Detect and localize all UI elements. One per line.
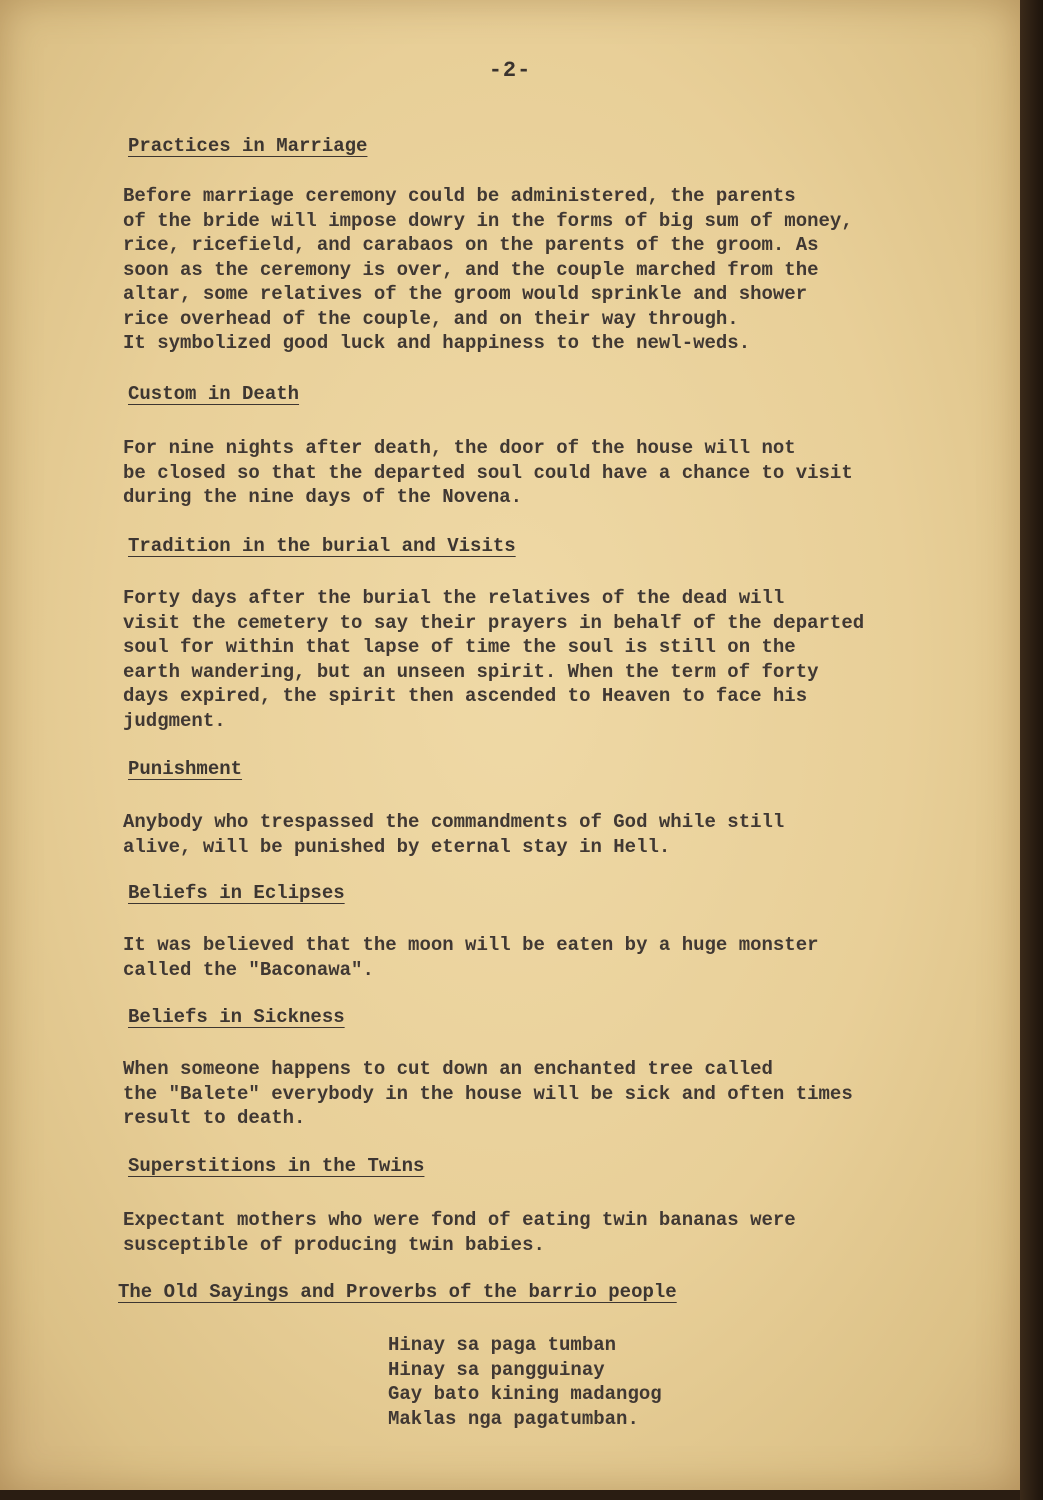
paragraph-practices-in-marriage: Before marriage ceremony could be administered, the parents of the bride will impose dowry in the forms of big sum of money, rice, ricefield, and carabaos on the parents of the groom. As soon as the ceremony is over, and the couple marched from the altar, some relatives of the groom would sprinkle and shower rice overhead of the couple, and on their way through. It symbolized good luck and happiness to the newl-weds. xyxy=(123,185,853,354)
paragraph-punishment: Anybody who trespassed the commandments of God while still alive, will be punished by eternal stay in Hell. xyxy=(123,811,785,858)
heading-tradition-in-burial: Tradition in the burial and Visits xyxy=(128,535,516,557)
heading-practices-in-marriage: Practices in Marriage xyxy=(128,135,368,157)
paragraph-tradition-in-burial: Forty days after the burial the relatives of the dead will visit the cemetery to say their prayers in behalf of the departed soul for within that lapse of time the soul is still on the earth wandering, but an unseen spirit. When the term of forty days expired, the spirit then ascended to Heaven to face his judgment. xyxy=(123,587,865,732)
paragraph-superstitions-in-twins: Expectant mothers who were fond of eating twin bananas were susceptible of producing twin babies. xyxy=(123,1209,796,1256)
proverb-verse xyxy=(388,1333,662,1431)
page-number: -2- xyxy=(488,58,532,83)
heading-beliefs-in-sickness: Beliefs in Sickness xyxy=(128,1006,345,1028)
heading-punishment: Punishment xyxy=(128,758,243,780)
proverb-line: Hinay sa paga tumban xyxy=(388,1334,617,1356)
book-spine-edge xyxy=(1020,0,1043,1500)
proverb-line: Hinay sa pangguinay xyxy=(388,1358,605,1381)
paragraph-beliefs-in-sickness: When someone happens to cut down an enchanted tree called the "Balete" everybody in the house will be sick and often times result to death. xyxy=(123,1058,853,1129)
paragraph-custom-in-death: For nine nights after death, the door of the house will not be closed so that the departed soul could have a chance to visit during the nine days of the Novena. xyxy=(123,437,853,508)
paragraph-beliefs-in-eclipses: It was believed that the moon will be eaten by a huge monster called the "Baconawa". xyxy=(123,934,819,981)
proverb-line: Gay bato kining madangog xyxy=(388,1383,662,1405)
heading-old-sayings-and-proverbs: The Old Sayings and Proverbs of the barrio people xyxy=(118,1281,677,1303)
heading-superstitions-in-twins: Superstitions in the Twins xyxy=(128,1155,425,1177)
heading-custom-in-death: Custom in Death xyxy=(128,383,300,405)
heading-beliefs-in-eclipses: Beliefs in Eclipses xyxy=(128,882,345,904)
proverb-line: Maklas nga pagatumban. xyxy=(388,1407,639,1430)
